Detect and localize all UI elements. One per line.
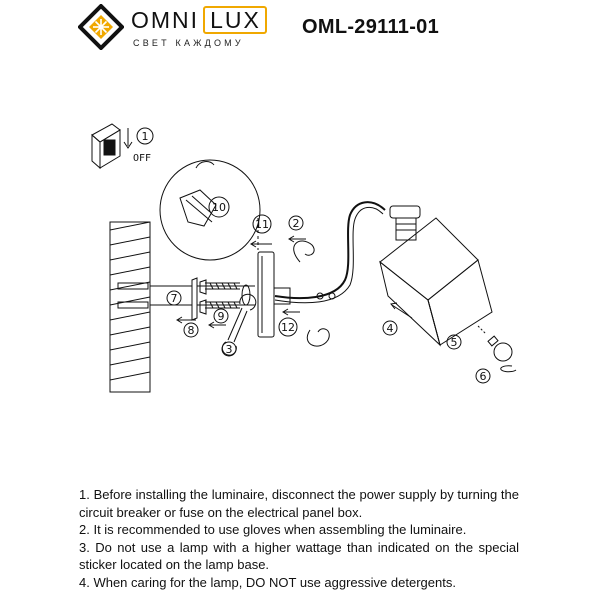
lamp-socket [390,206,420,240]
wall-hatching [110,222,150,392]
brand-tagline: СВЕТ КАЖДОМУ [133,38,244,48]
safety-notes [79,486,519,591]
step-number: 5 [450,336,458,349]
step-number: 11 [255,218,269,231]
step-number: 9 [217,310,225,323]
step-number: 7 [170,292,178,305]
safety-note: 1. Before installing the luminaire, disconnect the power supply by turning the circuit breaker or fuse on the electrical panel box. [79,487,519,520]
step-number: 2 [292,217,300,230]
step-number: 8 [187,324,195,337]
safety-note: 3. Do not use a lamp with a higher wattage than indicated on the special sticker located on the lamp base. [79,539,519,572]
wiring-detail-callout [160,160,260,260]
step-number: 4 [386,322,394,335]
model-code: OML-29111-01 [302,16,440,38]
brand-name-omni: OMNI [131,7,200,33]
safety-note: 4. When caring for the lamp, DO NOT use aggressive detergents. [79,574,456,590]
brand-name-lux: LUX [203,6,267,34]
step-numbers [133,130,487,383]
step-number: 1 [141,130,149,143]
direction-arrows [177,236,412,328]
step-number: 10 [212,201,226,214]
safety-note: 2. It is recommended to use gloves when assembling the luminaire. [79,522,467,537]
circuit-breaker-icon [92,124,132,168]
step-number: 12 [281,321,295,334]
light-bulb-icon [478,326,516,372]
off-label: OFF [133,153,152,164]
step-number: 6 [479,370,487,383]
step-number: 3 [225,343,233,356]
